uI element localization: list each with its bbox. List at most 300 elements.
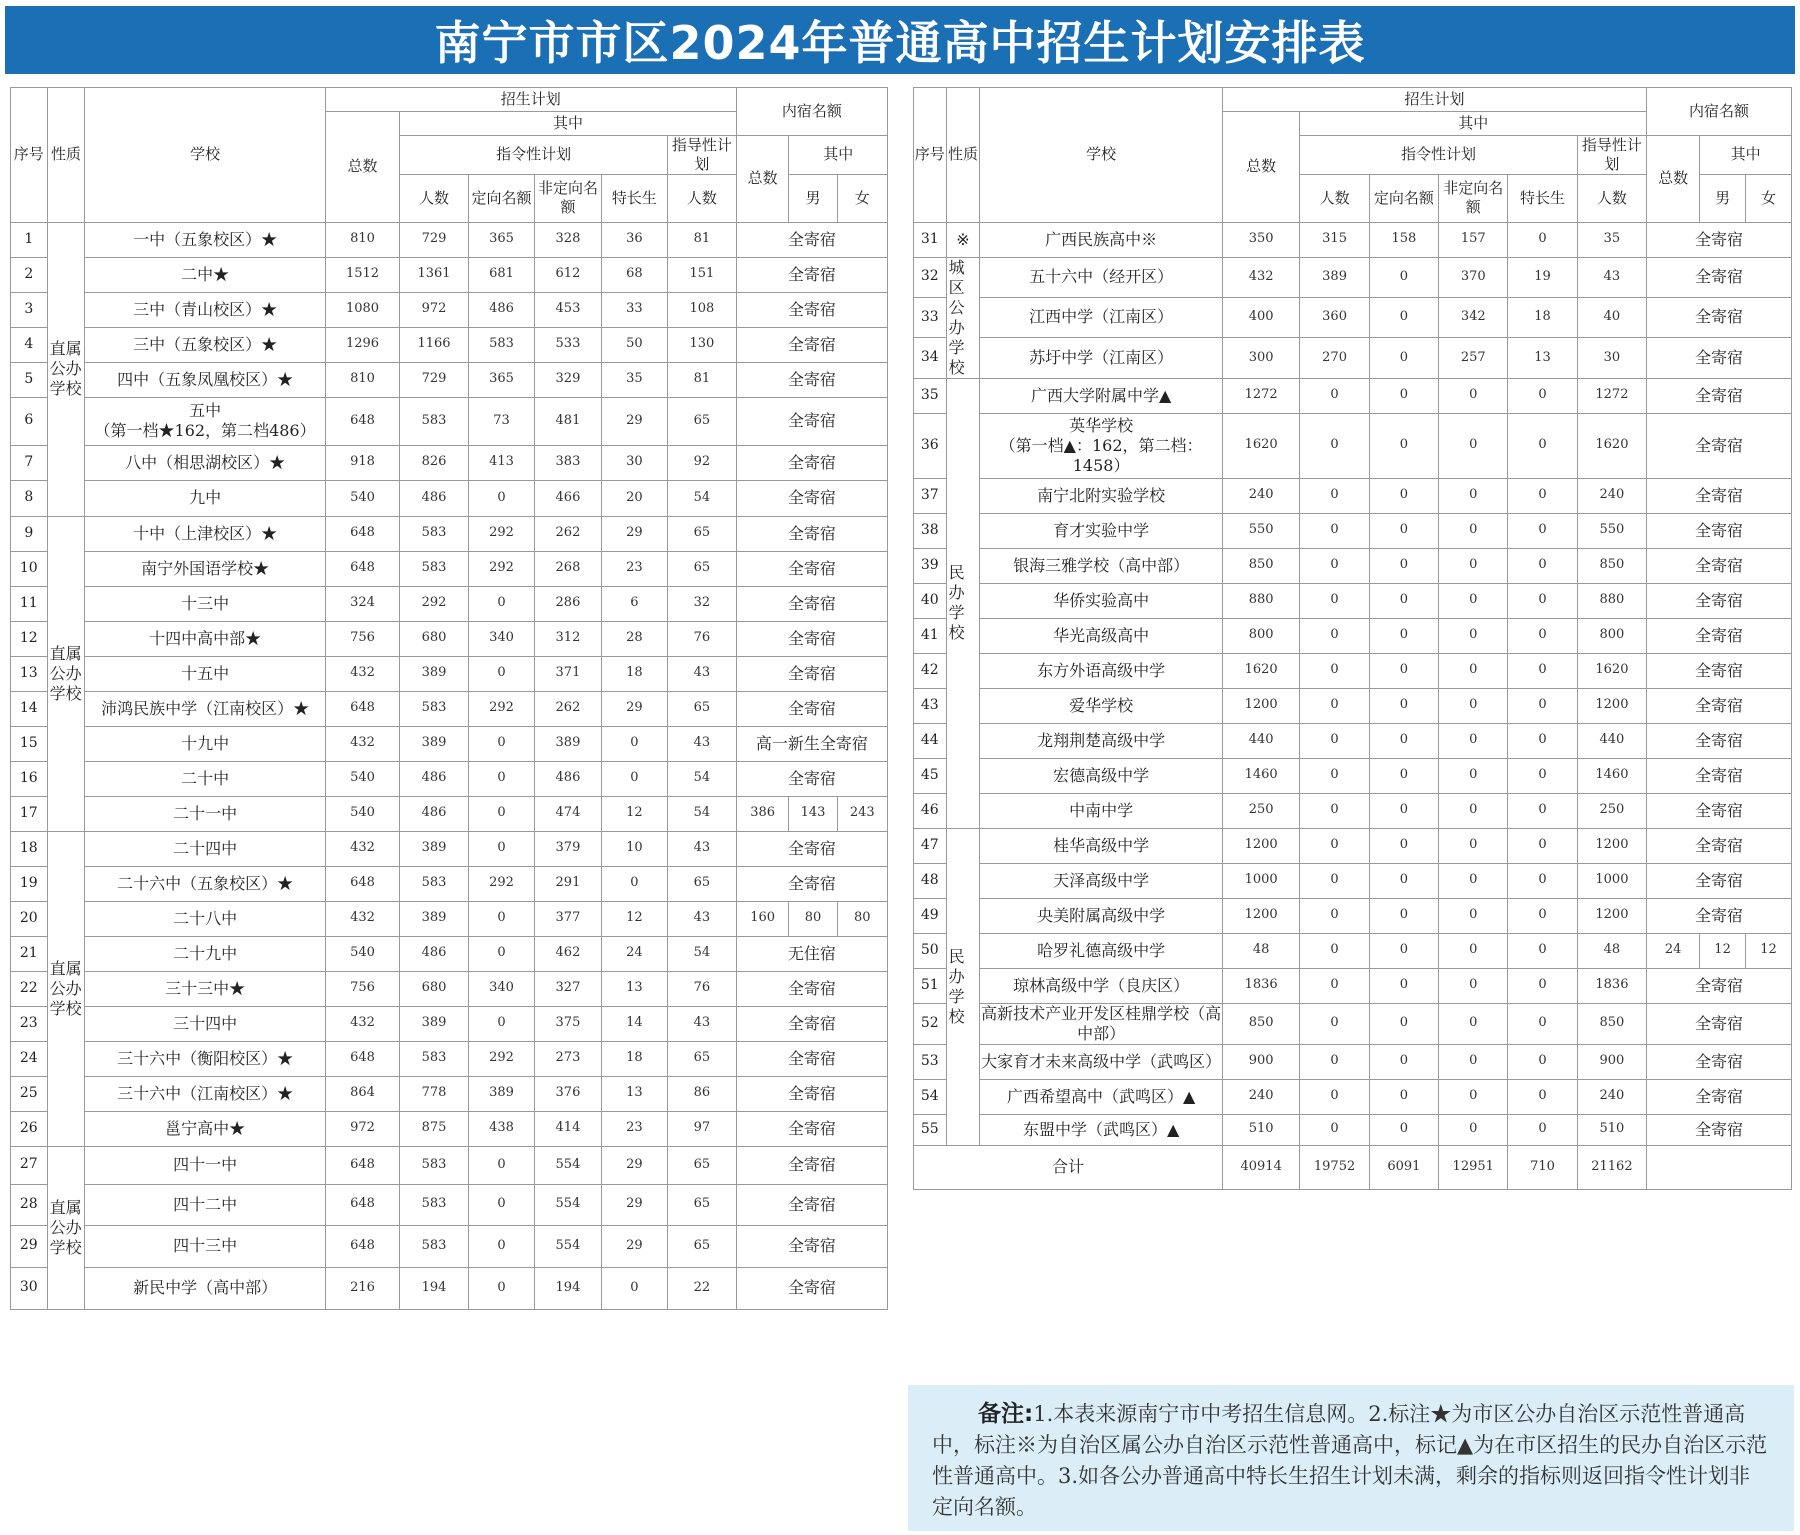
cell-total: 756 [325,621,399,656]
cell-special: 0 [1508,513,1577,548]
cell-targeted: 158 [1369,222,1438,257]
cell-guidance: 65 [668,1041,737,1076]
school-name [85,1184,325,1225]
category-cell [47,831,85,1146]
row-seq: 43 [914,688,947,723]
cell-total: 1620 [1222,413,1299,478]
cell-dorm: 全寄宿 [736,691,887,726]
school-name [85,551,325,586]
school-name [980,257,1223,297]
cell-guidance: 35 [1577,222,1646,257]
table-row [11,971,888,1006]
cell-dorm: 全寄宿 [1647,338,1792,378]
cell-total: 850 [1222,548,1299,583]
header-dorm: 内宿名额 [736,88,887,136]
school-name-line: 央美附属高级中学 [1037,905,1166,925]
school-name-line: 高新技术产业开发区桂鼎学校（高 [981,1003,1222,1023]
cell-targeted: 0 [468,586,534,621]
cell-dorm: 全寄宿 [736,480,887,516]
cell-guidance: 86 [668,1076,737,1111]
category-line: 直属 [49,339,82,358]
table-row [914,378,1792,413]
category-line: 直属 [49,958,82,978]
row-seq: 44 [914,723,947,758]
cell-non-targeted: 291 [535,866,601,901]
school-name-line: 广西民族高中※ [1045,229,1158,249]
cell-dorm: 全寄宿 [736,761,887,796]
cell-total: 648 [325,1041,399,1076]
table-row [11,397,888,445]
header-total: 总数 [1222,112,1299,223]
total-targeted: 6091 [1369,1145,1438,1189]
cell-targeted: 0 [1369,968,1438,1003]
cell-count: 0 [1300,1114,1369,1145]
cell-non-targeted: 0 [1439,898,1508,933]
cell-guidance: 97 [668,1111,737,1146]
category-line: 公办 [49,663,82,683]
category-line: 民办 [948,946,965,986]
table-row [914,793,1792,828]
table-row [11,656,888,691]
cell-count: 486 [400,761,469,796]
school-name [980,478,1223,513]
cell-non-targeted: 0 [1439,968,1508,1003]
cell-count: 389 [400,656,469,691]
cell-guidance: 880 [1577,583,1646,618]
school-name-line: 二十六中（五象校区）★ [117,873,294,893]
cell-targeted: 292 [468,691,534,726]
cell-special: 20 [601,480,667,516]
cell-special: 0 [1508,828,1577,863]
cell-count: 389 [1300,257,1369,297]
header-nature: 性质 [47,88,85,223]
header-targeted: 定向名额 [1369,174,1438,222]
row-seq: 37 [914,478,947,513]
cell-total: 432 [325,726,399,761]
cell-count: 680 [400,621,469,656]
school-name-line: 二十四中 [173,838,238,858]
cell-targeted: 0 [1369,297,1438,337]
school-name-line: 四十三中 [173,1236,238,1255]
school-name-line: 1458） [1072,455,1130,475]
cell-guidance: 800 [1577,618,1646,653]
cell-special: 0 [1508,758,1577,793]
cell-special: 29 [601,691,667,726]
table-row [11,621,888,656]
cell-targeted: 0 [1369,898,1438,933]
cell-total: 918 [325,445,399,480]
cell-dorm-female: 12 [1746,933,1792,968]
cell-guidance: 900 [1577,1044,1646,1079]
cell-non-targeted: 554 [535,1225,601,1267]
row-seq: 38 [914,513,947,548]
cell-guidance: 43 [668,901,737,936]
cell-dorm-total: 160 [736,901,789,936]
cell-dorm: 全寄宿 [736,222,887,257]
table-row [11,222,888,257]
total-guidance: 21162 [1577,1145,1646,1189]
cell-special: 0 [1508,688,1577,723]
cell-dorm-male: 143 [789,796,837,831]
cell-dorm: 全寄宿 [736,971,887,1006]
table-row [11,936,888,971]
cell-dorm: 全寄宿 [1647,1114,1792,1145]
cell-targeted: 0 [1369,513,1438,548]
cell-non-targeted: 262 [535,691,601,726]
cell-non-targeted: 376 [535,1076,601,1111]
cell-targeted: 0 [468,1006,534,1041]
cell-total: 972 [325,1111,399,1146]
category-cell [47,222,85,516]
school-name [980,583,1223,618]
cell-targeted: 0 [1369,688,1438,723]
cell-count: 729 [400,362,469,397]
cell-non-targeted: 554 [535,1184,601,1225]
row-seq: 35 [914,378,947,413]
cell-count: 0 [1300,548,1369,583]
cell-non-targeted: 462 [535,936,601,971]
table-row [11,292,888,327]
table-row [11,586,888,621]
cell-dorm: 全寄宿 [736,1184,887,1225]
cell-total: 648 [325,1184,399,1225]
cell-count: 583 [400,691,469,726]
cell-total: 432 [325,656,399,691]
cell-dorm: 全寄宿 [736,1146,887,1184]
cell-dorm: 全寄宿 [736,1006,887,1041]
header-among: 其中 [1300,112,1647,136]
cell-guidance: 440 [1577,723,1646,758]
cell-total: 324 [325,586,399,621]
cell-dorm-male: 80 [789,901,837,936]
table-row [11,1111,888,1146]
cell-special: 18 [601,656,667,691]
cell-total: 1200 [1222,688,1299,723]
cell-guidance: 1620 [1577,653,1646,688]
cell-targeted: 438 [468,1111,534,1146]
school-name [980,548,1223,583]
cell-count: 389 [400,726,469,761]
cell-guidance: 40 [1577,297,1646,337]
cell-count: 270 [1300,338,1369,378]
total-label: 合计 [914,1145,1223,1189]
cell-non-targeted: 533 [535,327,601,362]
table-row [914,222,1792,257]
school-name-line: 三十三中★ [165,978,246,998]
row-seq: 10 [11,551,48,586]
cell-count: 583 [400,1184,469,1225]
row-seq: 1 [11,222,48,257]
table-row [11,1146,888,1184]
cell-special: 13 [1508,338,1577,378]
cell-targeted: 0 [1369,257,1438,297]
cell-count: 778 [400,1076,469,1111]
school-name [980,723,1223,758]
cell-targeted: 0 [1369,1044,1438,1079]
row-seq: 4 [11,327,48,362]
cell-special: 0 [1508,933,1577,968]
cell-total: 1000 [1222,863,1299,898]
row-seq: 33 [914,297,947,337]
cell-non-targeted: 257 [1439,338,1508,378]
school-name-line: 天泽高级中学 [1053,870,1150,890]
cell-count: 0 [1300,478,1369,513]
cell-total: 350 [1222,222,1299,257]
cell-targeted: 340 [468,621,534,656]
cell-dorm: 全寄宿 [1647,222,1792,257]
cell-total: 510 [1222,1114,1299,1145]
table-row [11,761,888,796]
cell-dorm: 高一新生全寄宿 [736,726,887,761]
cell-special: 0 [1508,618,1577,653]
cell-total: 300 [1222,338,1299,378]
total-non-targeted: 12951 [1439,1145,1508,1189]
row-seq: 30 [11,1267,48,1309]
cell-dorm: 全寄宿 [736,257,887,292]
total-dorm-empty [1647,1145,1792,1189]
cell-non-targeted: 327 [535,971,601,1006]
school-name [85,971,325,1006]
cell-non-targeted: 375 [535,1006,601,1041]
cell-dorm: 全寄宿 [1647,653,1792,688]
cell-guidance: 81 [668,222,737,257]
table-row [914,1044,1792,1079]
school-name [85,1146,325,1184]
table-row [11,866,888,901]
row-seq: 12 [11,621,48,656]
cell-guidance: 76 [668,621,737,656]
school-name-line: 三十六中（江南校区）★ [117,1083,294,1103]
school-name [980,758,1223,793]
cell-targeted: 0 [1369,653,1438,688]
cell-non-targeted: 0 [1439,513,1508,548]
cell-special: 18 [601,1041,667,1076]
cell-non-targeted: 0 [1439,548,1508,583]
cell-count: 0 [1300,1003,1369,1044]
school-name [980,413,1223,478]
cell-non-targeted: 0 [1439,618,1508,653]
row-seq: 48 [914,863,947,898]
cell-guidance: 1836 [1577,968,1646,1003]
cell-count: 583 [400,866,469,901]
cell-total: 1620 [1222,653,1299,688]
cell-dorm: 全寄宿 [1647,257,1792,297]
cell-count: 389 [400,831,469,866]
cell-guidance: 54 [668,936,737,971]
cell-guidance: 850 [1577,548,1646,583]
cell-guidance: 550 [1577,513,1646,548]
cell-special: 28 [601,621,667,656]
cell-dorm: 全寄宿 [1647,548,1792,583]
cell-non-targeted: 0 [1439,1079,1508,1114]
table-row [914,1003,1792,1044]
cell-guidance: 510 [1577,1114,1646,1145]
school-name [85,445,325,480]
category-cell [946,257,980,378]
cell-special: 68 [601,257,667,292]
cell-count: 583 [400,1146,469,1184]
cell-special: 18 [1508,297,1577,337]
school-name-line: 江西中学（江南区） [1029,307,1174,327]
cell-special: 12 [601,901,667,936]
cell-special: 0 [1508,1044,1577,1079]
row-seq: 34 [914,338,947,378]
header-school: 学校 [980,88,1223,223]
table-row [914,413,1792,478]
cell-non-targeted: 554 [535,1146,601,1184]
cell-total: 432 [325,831,399,866]
row-seq: 13 [11,656,48,691]
cell-guidance: 32 [668,586,737,621]
school-name [980,338,1223,378]
cell-dorm: 全寄宿 [1647,968,1792,1003]
cell-dorm: 全寄宿 [1647,863,1792,898]
cell-dorm: 全寄宿 [1647,618,1792,653]
table-row [11,1267,888,1309]
school-name [85,726,325,761]
header-guidance-count: 人数 [668,174,737,222]
cell-targeted: 365 [468,222,534,257]
cell-non-targeted: 0 [1439,583,1508,618]
cell-count: 0 [1300,898,1369,933]
table-row [11,1184,888,1225]
header-non-targeted: 非定向名额 [535,174,601,222]
cell-dorm: 全寄宿 [1647,758,1792,793]
cell-targeted: 0 [1369,723,1438,758]
cell-dorm: 全寄宿 [736,586,887,621]
school-name-line: 东盟中学（武鸣区）▲ [1022,1119,1180,1139]
cell-guidance: 54 [668,761,737,796]
cell-targeted: 73 [468,397,534,445]
school-name [980,653,1223,688]
row-seq: 50 [914,933,947,968]
cell-targeted: 0 [1369,413,1438,478]
school-name-line: 邕宁高中★ [165,1118,246,1138]
cell-non-targeted: 342 [1439,297,1508,337]
cell-count: 0 [1300,378,1369,413]
cell-non-targeted: 262 [535,516,601,551]
cell-count: 0 [1300,1044,1369,1079]
header-directive: 指令性计划 [1300,136,1577,175]
header-special: 特长生 [601,174,667,222]
table-row [11,831,888,866]
school-name-line: 宏德高级中学 [1053,765,1150,785]
cell-count: 972 [400,292,469,327]
row-seq: 39 [914,548,947,583]
table-row [914,723,1792,758]
cell-total: 1836 [1222,968,1299,1003]
category-cell: ※ [946,222,980,257]
cell-non-targeted: 0 [1439,688,1508,723]
table-row [914,297,1792,337]
header-dorm-total: 总数 [1647,136,1700,223]
school-name [85,1111,325,1146]
table-row [914,338,1792,378]
cell-count: 0 [1300,413,1369,478]
category-line: 学校 [49,1237,82,1257]
cell-non-targeted: 0 [1439,1114,1508,1145]
table-row [11,445,888,480]
row-seq: 42 [914,653,947,688]
school-name [85,292,325,327]
table-row [11,551,888,586]
cell-special: 23 [601,1111,667,1146]
cell-guidance: 43 [1577,257,1646,297]
header-seq: 序号 [11,88,48,223]
cell-count: 1166 [400,327,469,362]
table-row [11,1225,888,1267]
table-row [914,257,1792,297]
table-row [914,828,1792,863]
school-name-line: 广西大学附属中学▲ [1030,385,1172,405]
row-seq: 20 [11,901,48,936]
cell-guidance: 92 [668,445,737,480]
cell-targeted: 0 [1369,1079,1438,1114]
cell-special: 0 [1508,1114,1577,1145]
cell-count: 583 [400,397,469,445]
header-dorm-among: 其中 [1700,136,1792,175]
cell-dorm: 全寄宿 [736,327,887,362]
school-name-line: 四中（五象凤凰校区）★ [117,369,294,389]
cell-guidance: 250 [1577,793,1646,828]
cell-guidance: 850 [1577,1003,1646,1044]
cell-count: 0 [1300,933,1369,968]
cell-total: 1272 [1222,378,1299,413]
school-name-line: 哈罗礼德高级中学 [1037,940,1166,960]
cell-dorm: 全寄宿 [1647,1003,1792,1044]
school-name [980,828,1223,863]
row-seq: 14 [11,691,48,726]
school-name-line: 二十中 [181,768,230,788]
cell-total: 432 [1222,257,1299,297]
cell-dorm: 全寄宿 [736,445,887,480]
cell-special: 0 [1508,1003,1577,1044]
cell-special: 35 [601,362,667,397]
cell-count: 583 [400,1225,469,1267]
table-right [913,87,1792,1190]
school-name [980,513,1223,548]
table-row [11,1076,888,1111]
row-seq: 5 [11,362,48,397]
cell-guidance: 43 [668,656,737,691]
row-seq: 26 [11,1111,48,1146]
cell-dorm-total: 386 [736,796,789,831]
school-name-line: 琼林高级中学（良庆区） [1013,975,1190,995]
cell-targeted: 0 [1369,793,1438,828]
cell-guidance: 54 [668,480,737,516]
cell-targeted: 0 [468,480,534,516]
cell-targeted: 0 [468,796,534,831]
table-row [914,1114,1792,1145]
cell-non-targeted: 0 [1439,413,1508,478]
school-name-line: 十四中高中部★ [149,628,262,648]
cell-targeted: 0 [1369,933,1438,968]
row-seq: 2 [11,257,48,292]
cell-non-targeted: 371 [535,656,601,691]
row-seq: 40 [914,583,947,618]
cell-guidance: 48 [1577,933,1646,968]
cell-dorm: 全寄宿 [736,397,887,445]
cell-total: 864 [325,1076,399,1111]
total-count: 19752 [1300,1145,1369,1189]
cell-total: 1200 [1222,898,1299,933]
cell-count: 194 [400,1267,469,1309]
table-row [914,863,1792,898]
cell-dorm: 全寄宿 [1647,1044,1792,1079]
category-cell [47,1146,85,1309]
school-name [85,761,325,796]
school-name-line: 大家育才未来高级中学（武鸣区） [981,1051,1222,1071]
